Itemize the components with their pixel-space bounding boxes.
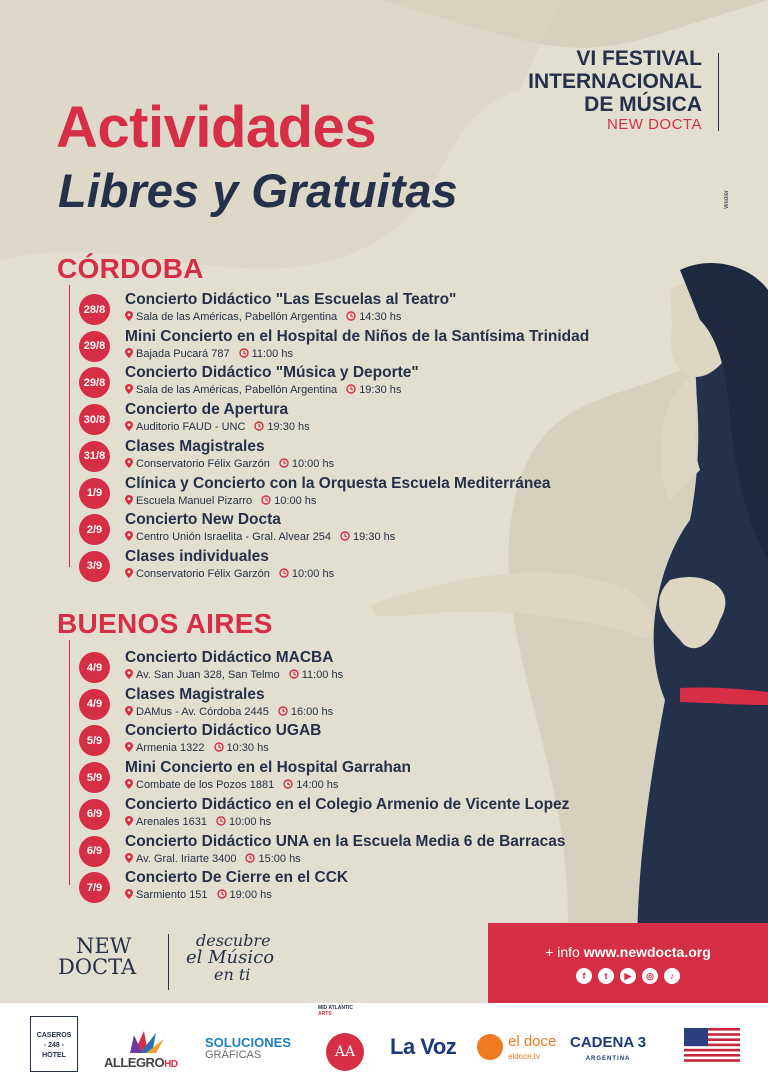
caseros-hotel-logo — [30, 1016, 78, 1072]
event-title: Concierto Didáctico en el Colegio Armenio de Vicente Lopez — [125, 795, 570, 813]
logo-line-2: DOCTA — [58, 955, 137, 979]
event-time: 14:00 hs — [296, 779, 339, 792]
clock-icon — [254, 421, 264, 431]
event-title: Clases Magistrales — [125, 437, 265, 455]
twitter-icon[interactable]: t — [598, 968, 614, 984]
mid-atlantic-line-2: ARTS — [318, 1011, 332, 1017]
date-badge: 1/9 — [79, 478, 110, 509]
event-place: DAMus - Av. Córdoba 2445 — [136, 705, 269, 718]
event-place: Auditorio FAUD - UNC — [136, 421, 246, 434]
event-time: 19:30 hs — [353, 531, 396, 544]
date-badge: 28/8 — [79, 294, 110, 325]
soluciones-line-1: SOLUCIONES — [205, 1035, 291, 1050]
location-pin-icon — [125, 348, 133, 358]
facebook-icon[interactable]: f — [576, 968, 592, 984]
cadena-3-logo — [570, 1035, 646, 1067]
timeline-line-cordoba — [69, 285, 70, 567]
event-place: Av. San Juan 328, San Telmo — [136, 669, 280, 681]
event-meta — [125, 779, 338, 791]
date-badge: 29/8 — [79, 331, 110, 362]
clock-icon — [278, 706, 288, 716]
logo-line-1: NEW — [76, 934, 132, 958]
event-meta — [125, 853, 301, 865]
festival-line-1: VI FESTIVAL — [576, 47, 702, 70]
clock-icon — [346, 311, 356, 321]
event-time: 10:00 hs — [291, 567, 335, 580]
el-doce-icon — [477, 1034, 503, 1060]
event-place: Combate de los Pozos 1881 — [136, 779, 275, 792]
footer-divider — [168, 934, 169, 990]
festival-header — [528, 47, 702, 134]
date-badge: 6/9 — [79, 799, 110, 830]
location-pin-icon — [125, 495, 133, 505]
date-badge: 5/9 — [79, 725, 110, 756]
info-box — [488, 923, 768, 1003]
clock-icon — [239, 348, 249, 358]
event-time: 15:00 hs — [258, 852, 301, 865]
event-time: 10:00 hs — [274, 494, 317, 507]
event-meta — [125, 816, 271, 828]
event-title: Concierto Didáctico "Música y Deporte" — [125, 364, 419, 382]
clock-icon — [289, 669, 299, 679]
slogan-line-3: en ti — [214, 965, 251, 984]
festival-line-2: INTERNACIONAL — [528, 70, 702, 93]
date-badge: 4/9 — [79, 689, 110, 720]
event-time: 11:00 hs — [301, 669, 344, 681]
event-title: Clínica y Concierto con la Orquesta Escuela Mediterránea — [125, 474, 551, 492]
location-pin-icon — [125, 816, 133, 826]
festival-line-3: DE MÚSICA — [584, 93, 702, 116]
event-meta — [125, 384, 401, 396]
event-place: Conservatorio Félix Garzón — [136, 567, 270, 580]
clock-icon — [245, 853, 255, 863]
location-pin-icon — [125, 853, 133, 863]
event-time: 16:00 hs — [290, 705, 334, 718]
allegro-fan-icon — [104, 1029, 184, 1053]
festival-subtitle: NEW DOCTA — [606, 116, 702, 133]
location-pin-icon — [125, 458, 133, 468]
location-pin-icon — [125, 568, 133, 578]
event-place: Escuela Manuel Pizarro — [136, 494, 253, 507]
section-title-cordoba: CÓRDOBA — [57, 253, 204, 284]
event-title: Concierto Didáctico UGAB — [125, 722, 322, 740]
location-pin-icon — [125, 384, 133, 394]
date-badge: 29/8 — [79, 367, 110, 398]
soundcloud-icon[interactable]: ♪ — [664, 968, 680, 984]
event-time: 14:30 hs — [359, 311, 402, 323]
instagram-icon[interactable]: ◎ — [642, 968, 658, 984]
cadena-3-text: CADENA 3 — [570, 1034, 647, 1051]
event-place: Sala de las Américas, Pabellón Argentina — [136, 311, 338, 323]
event-meta — [125, 669, 343, 681]
caseros-line-2: - 248 - — [43, 1042, 65, 1049]
festival-divider — [718, 53, 719, 131]
event-meta — [125, 742, 269, 754]
clock-icon — [340, 531, 350, 541]
event-meta — [125, 458, 334, 470]
date-badge: 6/9 — [79, 836, 110, 867]
el-doce-text: el doce — [508, 1033, 557, 1050]
event-title: Mini Concierto en el Hospital Garrahan — [125, 759, 411, 777]
youtube-icon[interactable]: ▶ — [620, 968, 636, 984]
date-badge: 7/9 — [79, 872, 110, 903]
event-meta — [125, 889, 272, 901]
event-place: Av. Gral. Iriarte 3400 — [136, 852, 237, 865]
location-pin-icon — [125, 706, 133, 716]
us-flag-icon — [684, 1028, 740, 1062]
event-place: Centro Unión Israelita - Gral. Alvear 254 — [136, 531, 332, 544]
allegro-logo-mark — [104, 1029, 184, 1049]
caseros-line-1: CASEROS — [36, 1032, 72, 1039]
event-time: 19:00 hs — [229, 889, 272, 902]
event-place: Armenia 1322 — [136, 742, 205, 755]
sponsors-strip — [0, 1003, 768, 1086]
event-time: 19:30 hs — [267, 421, 310, 434]
event-meta — [125, 348, 293, 360]
event-meta — [125, 495, 316, 507]
event-time: 11:00 hs — [251, 347, 293, 360]
event-time: 10:00 hs — [228, 815, 272, 828]
slogan-line-1: descubre — [196, 931, 271, 950]
location-pin-icon — [125, 889, 133, 899]
location-pin-icon — [125, 531, 133, 541]
allegro-text: ALLEGRO — [104, 1055, 165, 1070]
location-pin-icon — [125, 779, 133, 789]
event-place: Sarmiento 151 — [136, 889, 208, 902]
event-place: Arenales 1631 — [136, 815, 207, 828]
el-doce-logo — [508, 1034, 556, 1064]
soluciones-line-2: GRÁFICAS — [205, 1049, 262, 1061]
event-title: Concierto Didáctico UNA en la Escuela Media 6 de Barracas — [125, 832, 566, 850]
date-badge: 31/8 — [79, 441, 110, 472]
location-pin-icon — [125, 311, 133, 321]
info-prefix: + info — [545, 944, 580, 960]
event-title: Concierto de Apertura — [125, 401, 289, 419]
location-pin-icon — [125, 742, 133, 752]
event-title: Mini Concierto en el Hospital de Niños de la Santísima Trinidad — [125, 327, 590, 345]
event-place: Sala de las Américas, Pabellón Argentina — [136, 384, 338, 397]
soluciones-graficas-logo — [205, 1036, 291, 1062]
event-title: Concierto Didáctico "Las Escuelas al Teatro" — [125, 291, 457, 308]
event-title: Clases Magistrales — [125, 685, 265, 703]
location-pin-icon — [125, 421, 133, 431]
section-title-buenos-aires: BUENOS AIRES — [57, 608, 273, 639]
event-title: Concierto New Docta — [125, 511, 281, 529]
event-time: 10:00 hs — [291, 457, 335, 470]
mid-atlantic-seal: AA — [326, 1033, 364, 1071]
clock-icon — [217, 889, 227, 899]
allegro-hd-text: HD — [164, 1059, 178, 1070]
title-line-1: Actividades — [56, 95, 377, 160]
event-title: Concierto De Cierre en el CCK — [125, 869, 349, 887]
slogan — [186, 932, 274, 983]
info-url-link[interactable]: www.newdocta.org — [583, 944, 711, 960]
newdocta-logo — [58, 936, 136, 978]
event-meta — [125, 531, 395, 543]
date-badge: 4/9 — [79, 652, 110, 683]
clock-icon — [216, 816, 226, 826]
caseros-line-3: HOTEL — [42, 1052, 66, 1059]
clock-icon — [261, 495, 271, 505]
cadena-3-subtext: ARGENTINA — [585, 1056, 631, 1062]
slogan-line-2: el Músico — [186, 947, 275, 968]
clock-icon — [283, 779, 293, 789]
el-doce-tv-text: eldoce.tv — [508, 1052, 541, 1061]
event-place: Bajada Pucará 787 — [136, 347, 230, 360]
mid-atlantic-line-1: MID ATLANTIC — [318, 1005, 353, 1011]
timeline-line-buenos-aires — [69, 640, 70, 885]
event-time: 19:30 hs — [359, 384, 402, 397]
event-meta — [125, 311, 401, 323]
date-badge: 3/9 — [79, 551, 110, 582]
event-meta — [125, 568, 334, 580]
event-place: Conservatorio Félix Garzón — [136, 457, 270, 470]
event-meta — [125, 421, 310, 433]
event-time: 10:30 hs — [226, 742, 269, 755]
allegro-logo — [104, 1055, 178, 1070]
clock-icon — [214, 742, 224, 752]
illustrator-credit: Wedler — [724, 190, 730, 209]
date-badge: 2/9 — [79, 514, 110, 545]
clock-icon — [279, 568, 289, 578]
la-voz-logo: La Voz — [390, 1034, 457, 1059]
clock-icon — [346, 384, 356, 394]
clock-icon — [279, 458, 289, 468]
info-line — [488, 944, 768, 960]
social-icons — [488, 968, 768, 984]
title-line-2: Libres y Gratuitas — [58, 164, 458, 217]
event-title: Clases individuales — [125, 547, 269, 565]
date-badge: 5/9 — [79, 762, 110, 793]
date-badge: 30/8 — [79, 404, 110, 435]
event-meta — [125, 706, 333, 718]
location-pin-icon — [125, 669, 133, 679]
mid-atlantic-logo — [318, 1005, 353, 1017]
event-title: Concierto Didáctico MACBA — [125, 649, 334, 666]
